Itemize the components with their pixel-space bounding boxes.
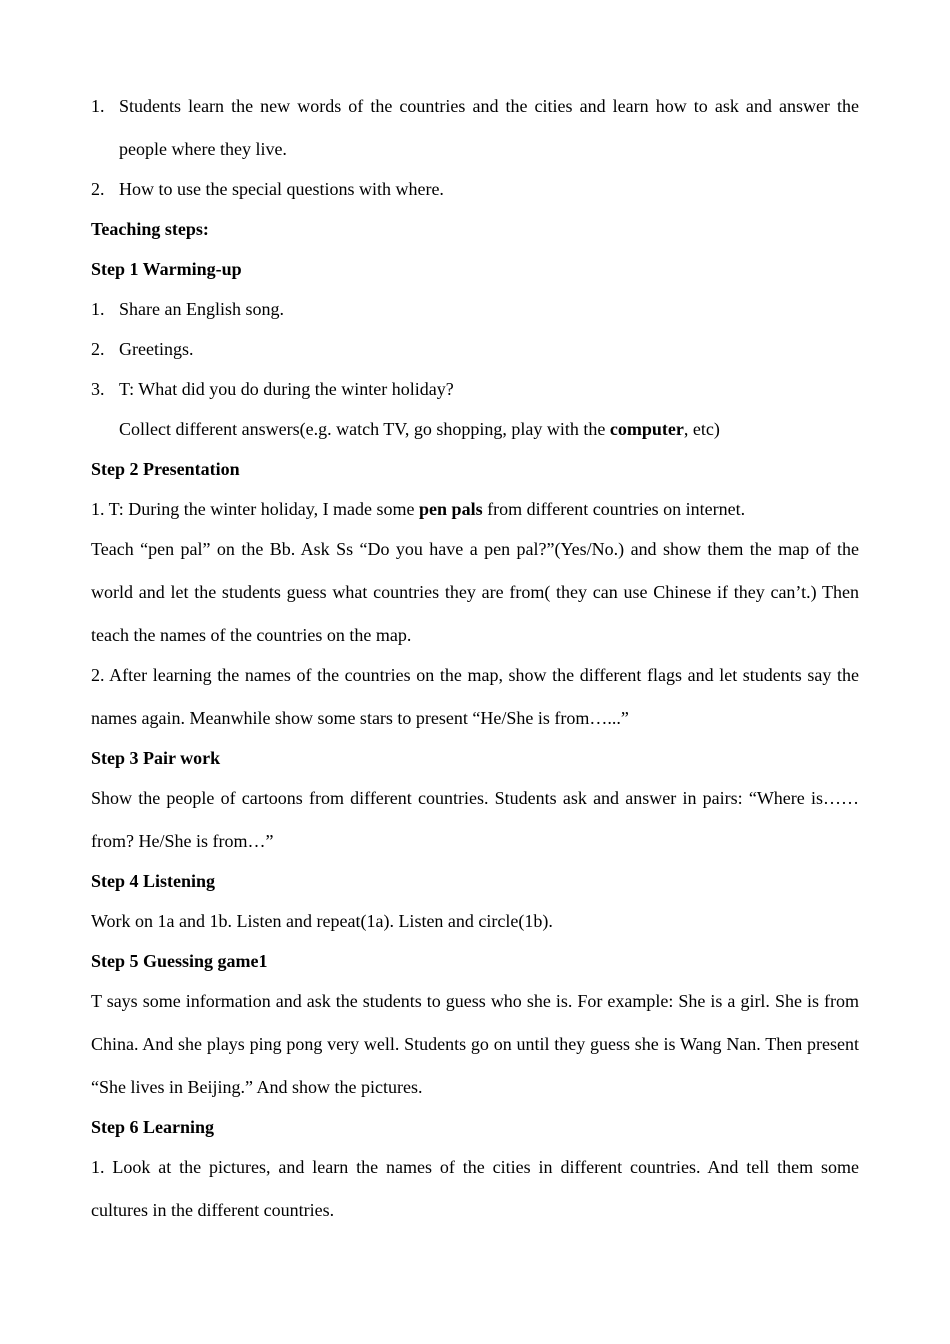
step6-heading: Step 6 Learning: [91, 1117, 215, 1137]
collect-text-after: , etc): [683, 419, 720, 439]
step5-paragraph: T says some information and ask the students to guess who she is. For example: She is a girl. She is from China. And she plays ping pong very well. Students go on until they guess she is Wang Nan. Then present “She lives in Beijing.” And show the pictures.: [91, 990, 859, 1097]
step1-collect-line: [91, 419, 859, 439]
step2-line-1: [91, 499, 859, 519]
list-number: 1.: [91, 96, 105, 116]
objective-item-2: [91, 179, 859, 199]
list-number: 2.: [91, 339, 105, 359]
step3-paragraph: Show the people of cartoons from different countries. Students ask and answer in pairs: “Where is……from? He/She is from…”: [91, 787, 859, 851]
step2-paragraph-1: Teach “pen pal” on the Bb. Ask Ss “Do you have a pen pal?”(Yes/No.) and show them the map of the world and let the students guess what countries they are from( they can use Chinese if they can’t.) Then teach the names of the countries on the map.: [91, 538, 859, 645]
step1-item-3: [91, 379, 859, 399]
step1-item-2: [91, 339, 859, 359]
objective-text: How to use the special questions with where.: [119, 179, 444, 199]
objective-item-1: [91, 85, 859, 171]
step3-heading: Step 3 Pair work: [91, 748, 221, 768]
step2-heading: Step 2 Presentation: [91, 459, 240, 479]
step1-item-text: Share an English song.: [119, 299, 284, 319]
objective-text: Students learn the new words of the countries and the cities and learn how to ask and answer the people where they live.: [119, 95, 859, 159]
step6-paragraph: 1. Look at the pictures, and learn the names of the cities in different countries. And tell them some cultures in the different countries.: [91, 1156, 859, 1220]
collect-bold-word: computer: [609, 419, 684, 439]
step2-paragraph-2: 2. After learning the names of the countries on the map, show the different flags and let students say the names again. Meanwhile show some stars to present “He/She is from…...”: [91, 664, 859, 728]
list-number: 3.: [91, 379, 105, 399]
teaching-steps-heading: Teaching steps:: [91, 219, 209, 239]
step4-paragraph: Work on 1a and 1b. Listen and repeat(1a). Listen and circle(1b).: [91, 911, 553, 931]
list-number: 1.: [91, 299, 105, 319]
step5-heading: Step 5 Guessing game1: [91, 951, 268, 971]
document-body: [91, 96, 859, 1240]
line1-text-after: from different countries on internet.: [482, 499, 746, 519]
step4-heading: Step 4 Listening: [91, 871, 216, 891]
step1-heading: Step 1 Warming-up: [91, 259, 242, 279]
line1-text-before: 1. T: During the winter holiday, I made some: [91, 499, 420, 519]
step1-item-text: Greetings.: [119, 339, 194, 359]
step1-item-text: T: What did you do during the winter holiday?: [119, 379, 454, 399]
step1-item-1: [91, 299, 859, 319]
collect-text-before: Collect different answers(e.g. watch TV, go shopping, play with the: [119, 419, 610, 439]
line1-bold-word: pen pals: [419, 499, 483, 519]
list-number: 2.: [91, 179, 105, 199]
